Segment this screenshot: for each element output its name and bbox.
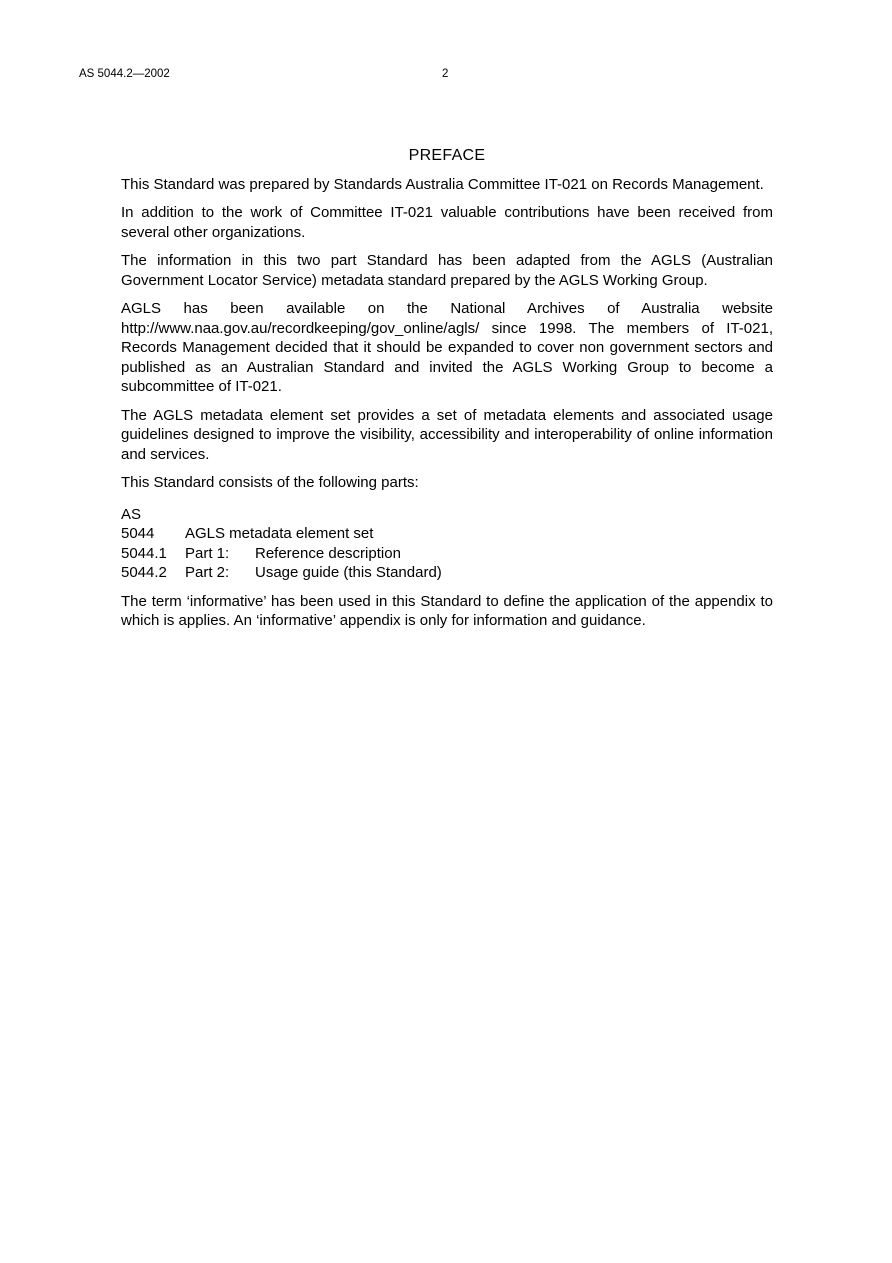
paragraph: AGLS has been available on the National Archives of Australia website http://www.naa.gov.au/recordkeeping/gov_online/agls/ since 1998. The members of IT-021, Records Management decided that it should be expanded to cover non government sectors and published as an Australian Standard and invited the AGLS Working Group to become a subcommittee of IT-021. [121, 300, 773, 395]
paragraph: This Standard was prepared by Standards Australia Committee IT-021 on Records Management. [121, 175, 764, 193]
part-label: AGLS metadata element set [185, 525, 374, 542]
part-number: 5044.2 [121, 564, 167, 581]
paragraph: The AGLS metadata element set provides a set of metadata elements and associated usage guidelines designed to improve the visibility, accessibility and interoperability of online information and services. [121, 406, 773, 463]
table-row [121, 544, 442, 564]
part-number: 5044.1 [121, 544, 167, 562]
parts-header: AS [121, 505, 142, 523]
closing-paragraph: The term ‘informative’ has been used in this Standard to define the application of the appendix to which is applies. An ‘informative’ appendix is only for information and guidance. [121, 592, 773, 629]
paragraph: This Standard consists of the following parts: [121, 474, 419, 491]
parts-table-header-row [121, 505, 442, 525]
preface-section [121, 146, 773, 640]
table-row [121, 524, 442, 544]
table-row [121, 563, 442, 583]
parts-table [121, 505, 442, 583]
page-number: 2 [442, 68, 449, 80]
part-title: Usage guide (this Standard) [255, 564, 442, 581]
section-title: PREFACE [408, 147, 486, 164]
part-label: Part 2: [185, 564, 230, 581]
running-header [79, 68, 813, 84]
paragraph: In addition to the work of Committee IT-021 valuable contributions have been received from several other organizations. [121, 204, 773, 241]
part-label: Part 1: [185, 544, 230, 562]
part-number: 5044 [121, 525, 155, 542]
part-title: Reference description [255, 544, 401, 562]
standard-id: AS 5044.2—2002 [79, 68, 170, 80]
paragraph: The information in this two part Standard has been adapted from the AGLS (Australian Government Locator Service) metadata standard prepared by the AGLS Working Group. [121, 252, 773, 289]
